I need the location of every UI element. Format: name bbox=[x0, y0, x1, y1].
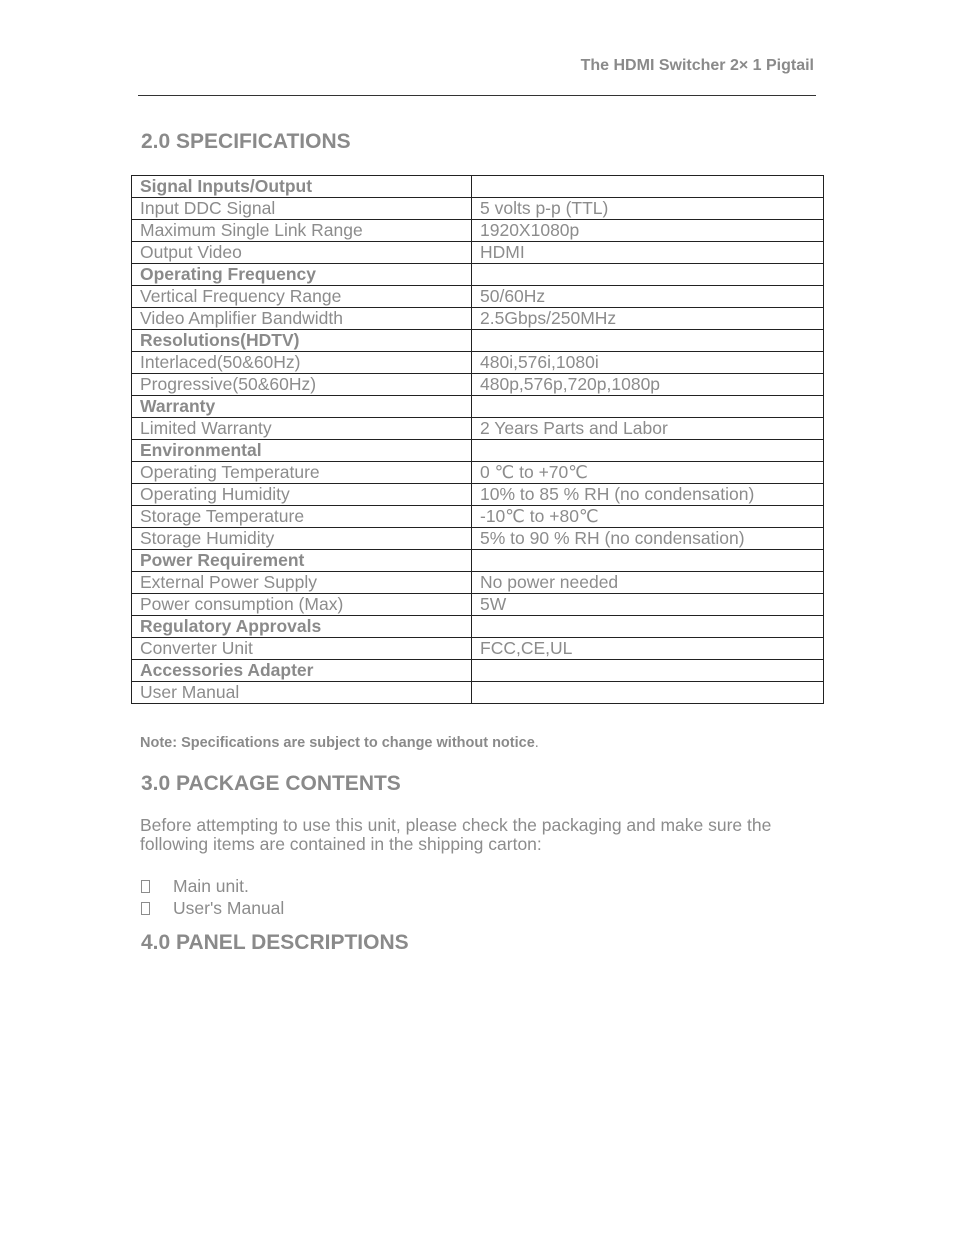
table-group-heading-row bbox=[132, 396, 824, 418]
table-cell-label: Signal Inputs/Output bbox=[132, 176, 472, 198]
table-group-heading-row bbox=[132, 550, 824, 572]
table-cell-label: Storage Humidity bbox=[132, 528, 472, 550]
table-row bbox=[132, 572, 824, 594]
table-cell-value: 0 ℃ to +70℃ bbox=[472, 462, 824, 484]
table-cell-value: 2 Years Parts and Labor bbox=[472, 418, 824, 440]
table-cell-value: 480p,576p,720p,1080p bbox=[472, 374, 824, 396]
table-cell-label: Regulatory Approvals bbox=[132, 616, 472, 638]
table-cell-label: Vertical Frequency Range bbox=[132, 286, 472, 308]
table-cell-label: Operating Humidity bbox=[132, 484, 472, 506]
table-cell-value bbox=[472, 682, 824, 704]
bullet-box-icon bbox=[141, 902, 150, 915]
panel-descriptions-heading: 4.0 PANEL DESCRIPTIONS bbox=[141, 931, 409, 954]
table-cell-label: Interlaced(50&60Hz) bbox=[132, 352, 472, 374]
table-cell-value: 5% to 90 % RH (no condensation) bbox=[472, 528, 824, 550]
table-cell-value: 10% to 85 % RH (no condensation) bbox=[472, 484, 824, 506]
table-row bbox=[132, 528, 824, 550]
table-cell-label: External Power Supply bbox=[132, 572, 472, 594]
table-group-heading-row bbox=[132, 264, 824, 286]
table-row bbox=[132, 352, 824, 374]
table-cell-value: 5W bbox=[472, 594, 824, 616]
table-cell-label: Progressive(50&60Hz) bbox=[132, 374, 472, 396]
table-cell-value bbox=[472, 330, 824, 352]
table-cell-label: User Manual bbox=[132, 682, 472, 704]
table-group-heading-row bbox=[132, 660, 824, 682]
table-cell-label: Operating Frequency bbox=[132, 264, 472, 286]
header-divider bbox=[138, 95, 816, 96]
table-row bbox=[132, 462, 824, 484]
table-cell-value: FCC,CE,UL bbox=[472, 638, 824, 660]
table-cell-value bbox=[472, 660, 824, 682]
table-row bbox=[132, 638, 824, 660]
document-header-title: The HDMI Switcher 2× 1 Pigtail bbox=[580, 57, 814, 74]
table-cell-label: Input DDC Signal bbox=[132, 198, 472, 220]
table-group-heading-row bbox=[132, 440, 824, 462]
table-group-heading-row bbox=[132, 176, 824, 198]
table-cell-value bbox=[472, 176, 824, 198]
table-cell-value: No power needed bbox=[472, 572, 824, 594]
table-cell-value: 2.5Gbps/250MHz bbox=[472, 308, 824, 330]
package-contents-heading: 3.0 PACKAGE CONTENTS bbox=[141, 772, 401, 795]
table-row bbox=[132, 198, 824, 220]
table-row bbox=[132, 220, 824, 242]
specifications-table-body bbox=[132, 176, 824, 704]
list-item bbox=[140, 876, 249, 898]
list-item bbox=[140, 898, 285, 920]
table-cell-label: Warranty bbox=[132, 396, 472, 418]
table-cell-value bbox=[472, 264, 824, 286]
table-cell-label: Resolutions(HDTV) bbox=[132, 330, 472, 352]
table-cell-label: Storage Temperature bbox=[132, 506, 472, 528]
table-cell-label: Limited Warranty bbox=[132, 418, 472, 440]
table-cell-label: Power Requirement bbox=[132, 550, 472, 572]
table-row bbox=[132, 308, 824, 330]
note-text: Note: Specifications are subject to change without notice bbox=[140, 735, 535, 751]
table-cell-label: Maximum Single Link Range bbox=[132, 220, 472, 242]
package-intro-text: Before attempting to use this unit, please check the packaging and make sure the following items are contained in the shipping carton: bbox=[140, 815, 772, 854]
table-cell-value: 5 volts p-p (TTL) bbox=[472, 198, 824, 220]
table-row bbox=[132, 286, 824, 308]
table-row bbox=[132, 418, 824, 440]
table-cell-value: 480i,576i,1080i bbox=[472, 352, 824, 374]
table-cell-value: 1920X1080p bbox=[472, 220, 824, 242]
table-cell-value bbox=[472, 616, 824, 638]
table-cell-label: Video Amplifier Bandwidth bbox=[132, 308, 472, 330]
table-group-heading-row bbox=[132, 616, 824, 638]
table-cell-value bbox=[472, 440, 824, 462]
table-cell-label: Converter Unit bbox=[132, 638, 472, 660]
table-cell-value bbox=[472, 550, 824, 572]
specifications-note bbox=[140, 735, 539, 751]
specifications-table bbox=[131, 175, 824, 704]
list-item-text: User's Manual bbox=[173, 898, 285, 918]
table-cell-label: Accessories Adapter bbox=[132, 660, 472, 682]
note-suffix: . bbox=[534, 735, 539, 751]
table-cell-label: Output Video bbox=[132, 242, 472, 264]
table-cell-label: Power consumption (Max) bbox=[132, 594, 472, 616]
table-cell-label: Environmental bbox=[132, 440, 472, 462]
table-cell-label: Operating Temperature bbox=[132, 462, 472, 484]
table-row bbox=[132, 682, 824, 704]
table-cell-value: -10℃ to +80℃ bbox=[472, 506, 824, 528]
list-item-text: Main unit. bbox=[173, 876, 249, 896]
table-group-heading-row bbox=[132, 330, 824, 352]
table-cell-value bbox=[472, 396, 824, 418]
bullet-box-icon bbox=[141, 880, 150, 893]
table-cell-value: 50/60Hz bbox=[472, 286, 824, 308]
table-row bbox=[132, 484, 824, 506]
table-row bbox=[132, 374, 824, 396]
table-cell-value: HDMI bbox=[472, 242, 824, 264]
table-row bbox=[132, 242, 824, 264]
table-row bbox=[132, 506, 824, 528]
specifications-heading: 2.0 SPECIFICATIONS bbox=[141, 130, 351, 153]
package-items-list bbox=[140, 876, 285, 920]
table-row bbox=[132, 594, 824, 616]
